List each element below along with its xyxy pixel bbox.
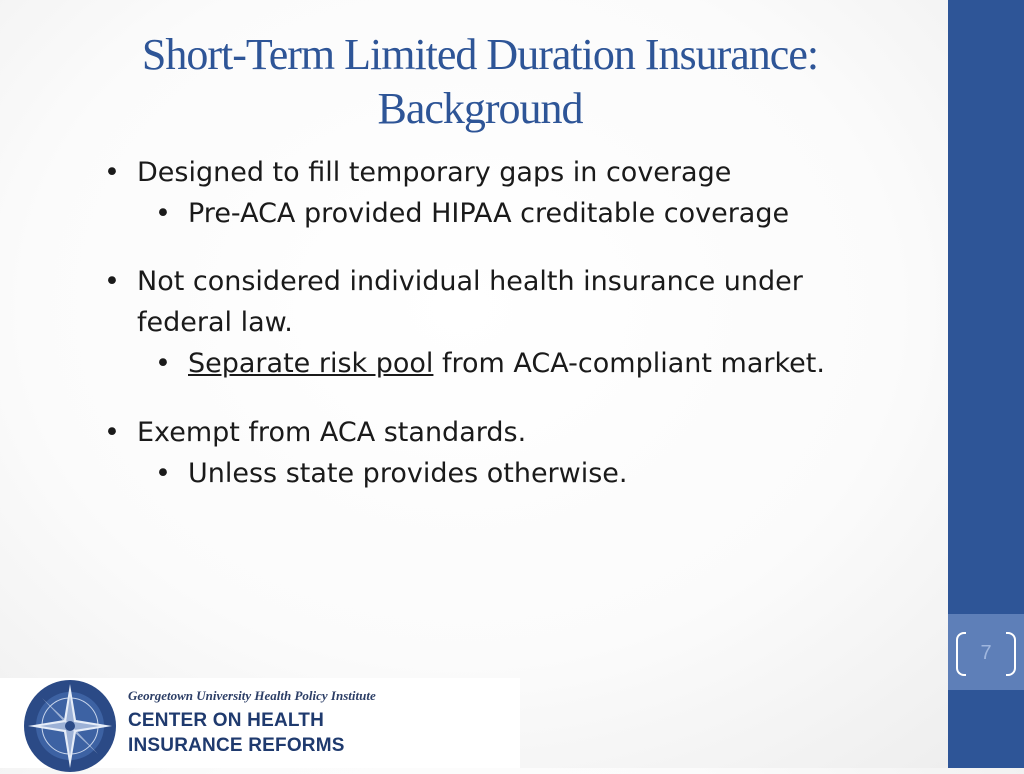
footer-logo — [0, 678, 520, 768]
slide-title — [80, 28, 880, 136]
bullet-dot-icon: • — [104, 266, 120, 297]
page-number: 7 — [980, 642, 992, 664]
institute-name: Georgetown University Health Policy Institute — [128, 688, 376, 703]
bullet-dot-icon: • — [155, 348, 171, 379]
underlined-term: Separate risk pool — [188, 348, 434, 379]
sub-bullet-item — [155, 343, 825, 384]
sub-bullet-text: Unless state provides otherwise. — [188, 458, 628, 489]
bullet-text: Designed to fill temporary gaps in coverage — [137, 157, 732, 188]
bullet-dot-icon: • — [104, 417, 120, 448]
logo-line-1: CENTER ON HEALTH — [128, 710, 325, 731]
bullet-dot-icon: • — [155, 198, 171, 229]
title-line-2: Background — [377, 84, 583, 133]
bullet-text-line2: federal law. — [137, 307, 293, 338]
page-number-box — [948, 614, 1024, 690]
bullet-dot-icon: • — [104, 157, 120, 188]
bullet-text-line1: Not considered individual health insurance under — [137, 266, 803, 297]
sub-bullet-item — [155, 453, 628, 494]
sub-bullet-text: from ACA-compliant market. — [433, 348, 825, 379]
bullet-dot-icon: • — [155, 458, 171, 489]
bullet-item — [104, 261, 803, 302]
bullet-item — [104, 152, 732, 193]
bullet-item — [104, 412, 527, 453]
title-line-1: Short-Term Limited Duration Insurance: — [141, 30, 819, 79]
logo-line-2: INSURANCE REFORMS — [128, 735, 345, 756]
bullet-text: Exempt from ACA standards. — [137, 417, 527, 448]
sub-bullet-item — [155, 193, 790, 234]
compass-seal-icon — [22, 678, 118, 774]
bullet-continuation — [137, 302, 293, 343]
sub-bullet-text: Pre-ACA provided HIPAA creditable coverage — [188, 198, 790, 229]
